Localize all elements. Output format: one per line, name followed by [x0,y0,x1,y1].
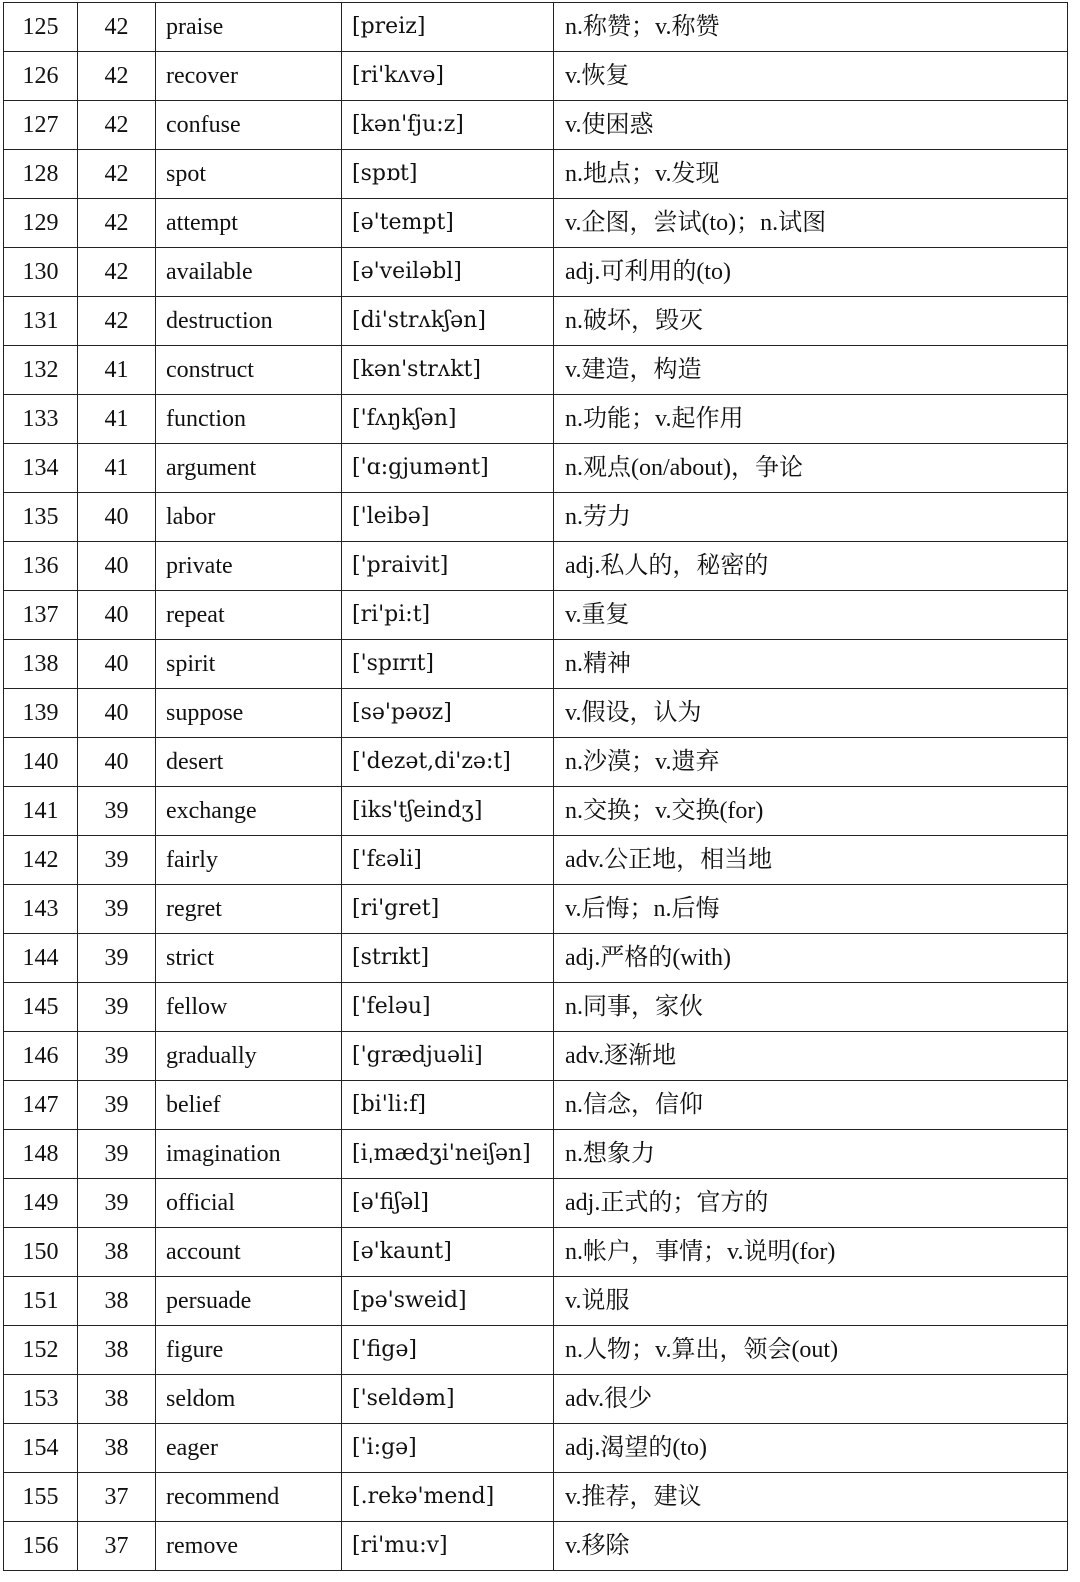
table-row [4,1130,1068,1179]
meaning-cell: n.同事，家伙 [554,983,1068,1032]
frequency-cell: 39 [78,836,156,885]
pronunciation-cell: [.rekə'mend] [342,1473,554,1522]
frequency-cell: 40 [78,591,156,640]
word-cell: confuse [156,101,342,150]
rank-cell: 153 [4,1375,78,1424]
pronunciation-cell: ['feləu] [342,983,554,1032]
meaning-cell: adj.严格的(with) [554,934,1068,983]
word-cell: attempt [156,199,342,248]
meaning-cell: n.称赞；v.称赞 [554,3,1068,52]
pronunciation-cell: [sə'pəʊz] [342,689,554,738]
table-row [4,591,1068,640]
frequency-cell: 38 [78,1326,156,1375]
rank-cell: 131 [4,297,78,346]
table-row [4,493,1068,542]
meaning-cell: v.说服 [554,1277,1068,1326]
table-row [4,836,1068,885]
rank-cell: 142 [4,836,78,885]
pronunciation-cell: [di'strʌkʃən] [342,297,554,346]
rank-cell: 135 [4,493,78,542]
meaning-cell: n.帐户，事情；v.说明(for) [554,1228,1068,1277]
pronunciation-cell: [pə'sweid] [342,1277,554,1326]
frequency-cell: 41 [78,346,156,395]
rank-cell: 144 [4,934,78,983]
pronunciation-cell: ['dezət,di'zə:t] [342,738,554,787]
meaning-cell: n.精神 [554,640,1068,689]
vocabulary-table-body [4,3,1068,1571]
meaning-cell: n.信念，信仰 [554,1081,1068,1130]
frequency-cell: 39 [78,1032,156,1081]
table-row [4,1277,1068,1326]
meaning-cell: v.假设，认为 [554,689,1068,738]
meaning-cell: adv.逐渐地 [554,1032,1068,1081]
pronunciation-cell: [bi'li:f] [342,1081,554,1130]
word-cell: spot [156,150,342,199]
frequency-cell: 40 [78,738,156,787]
table-row [4,1522,1068,1571]
table-row [4,640,1068,689]
word-cell: official [156,1179,342,1228]
pronunciation-cell: ['fʌŋkʃən] [342,395,554,444]
table-row [4,738,1068,787]
word-cell: recommend [156,1473,342,1522]
frequency-cell: 39 [78,934,156,983]
meaning-cell: v.建造，构造 [554,346,1068,395]
meaning-cell: v.推荐，建议 [554,1473,1068,1522]
rank-cell: 149 [4,1179,78,1228]
rank-cell: 141 [4,787,78,836]
word-cell: gradually [156,1032,342,1081]
frequency-cell: 39 [78,787,156,836]
rank-cell: 152 [4,1326,78,1375]
word-cell: private [156,542,342,591]
word-cell: regret [156,885,342,934]
word-cell: praise [156,3,342,52]
frequency-cell: 40 [78,640,156,689]
rank-cell: 132 [4,346,78,395]
table-row [4,297,1068,346]
table-row [4,346,1068,395]
word-cell: seldom [156,1375,342,1424]
frequency-cell: 41 [78,395,156,444]
meaning-cell: n.交换；v.交换(for) [554,787,1068,836]
frequency-cell: 39 [78,1130,156,1179]
pronunciation-cell: [ri'gret] [342,885,554,934]
table-row [4,3,1068,52]
word-cell: fairly [156,836,342,885]
rank-cell: 146 [4,1032,78,1081]
rank-cell: 154 [4,1424,78,1473]
frequency-cell: 42 [78,150,156,199]
rank-cell: 147 [4,1081,78,1130]
meaning-cell: v.企图，尝试(to)；n.试图 [554,199,1068,248]
word-cell: strict [156,934,342,983]
frequency-cell: 39 [78,983,156,1032]
meaning-cell: adj.可利用的(to) [554,248,1068,297]
pronunciation-cell: [iˌmædʒi'neiʃən] [342,1130,554,1179]
frequency-cell: 42 [78,248,156,297]
rank-cell: 126 [4,52,78,101]
rank-cell: 140 [4,738,78,787]
meaning-cell: n.破坏，毁灭 [554,297,1068,346]
word-cell: suppose [156,689,342,738]
pronunciation-cell: [ə'tempt] [342,199,554,248]
table-row [4,395,1068,444]
frequency-cell: 42 [78,3,156,52]
pronunciation-cell: [ri'mu:v] [342,1522,554,1571]
meaning-cell: adv.公正地，相当地 [554,836,1068,885]
meaning-cell: v.重复 [554,591,1068,640]
frequency-cell: 38 [78,1424,156,1473]
word-cell: argument [156,444,342,493]
table-row [4,1228,1068,1277]
word-cell: imagination [156,1130,342,1179]
word-cell: remove [156,1522,342,1571]
pronunciation-cell: [ri'kʌvə] [342,52,554,101]
pronunciation-cell: [spɒt] [342,150,554,199]
frequency-cell: 37 [78,1473,156,1522]
meaning-cell: v.恢复 [554,52,1068,101]
frequency-cell: 40 [78,542,156,591]
meaning-cell: n.沙漠；v.遗弃 [554,738,1068,787]
pronunciation-cell: ['ɑ:gjumənt] [342,444,554,493]
table-row [4,444,1068,493]
table-row [4,934,1068,983]
frequency-cell: 42 [78,52,156,101]
pronunciation-cell: ['i:gə] [342,1424,554,1473]
table-row [4,101,1068,150]
rank-cell: 150 [4,1228,78,1277]
meaning-cell: n.想象力 [554,1130,1068,1179]
frequency-cell: 37 [78,1522,156,1571]
table-row [4,983,1068,1032]
rank-cell: 151 [4,1277,78,1326]
rank-cell: 138 [4,640,78,689]
pronunciation-cell: [kən'fju:z] [342,101,554,150]
rank-cell: 143 [4,885,78,934]
word-cell: desert [156,738,342,787]
table-row [4,1032,1068,1081]
word-cell: recover [156,52,342,101]
table-row [4,885,1068,934]
rank-cell: 128 [4,150,78,199]
frequency-cell: 38 [78,1228,156,1277]
pronunciation-cell: ['grædjuəli] [342,1032,554,1081]
vocabulary-table [3,2,1068,1571]
rank-cell: 137 [4,591,78,640]
rank-cell: 134 [4,444,78,493]
meaning-cell: adj.私人的，秘密的 [554,542,1068,591]
table-row [4,248,1068,297]
pronunciation-cell: ['leibə] [342,493,554,542]
table-row [4,1424,1068,1473]
rank-cell: 139 [4,689,78,738]
frequency-cell: 38 [78,1277,156,1326]
frequency-cell: 38 [78,1375,156,1424]
pronunciation-cell: [ri'pi:t] [342,591,554,640]
table-row [4,542,1068,591]
frequency-cell: 39 [78,1179,156,1228]
rank-cell: 148 [4,1130,78,1179]
rank-cell: 155 [4,1473,78,1522]
pronunciation-cell: [preiz] [342,3,554,52]
word-cell: figure [156,1326,342,1375]
frequency-cell: 40 [78,689,156,738]
meaning-cell: n.地点；v.发现 [554,150,1068,199]
rank-cell: 130 [4,248,78,297]
word-cell: account [156,1228,342,1277]
meaning-cell: v.后悔；n.后悔 [554,885,1068,934]
word-cell: labor [156,493,342,542]
meaning-cell: n.劳力 [554,493,1068,542]
frequency-cell: 42 [78,199,156,248]
word-cell: available [156,248,342,297]
frequency-cell: 40 [78,493,156,542]
table-row [4,1375,1068,1424]
meaning-cell: adv.很少 [554,1375,1068,1424]
pronunciation-cell: [iks'tʃeindʒ] [342,787,554,836]
table-row [4,52,1068,101]
pronunciation-cell: [kən'strʌkt] [342,346,554,395]
frequency-cell: 42 [78,101,156,150]
frequency-cell: 39 [78,885,156,934]
meaning-cell: adj.渴望的(to) [554,1424,1068,1473]
frequency-cell: 39 [78,1081,156,1130]
word-cell: fellow [156,983,342,1032]
frequency-cell: 42 [78,297,156,346]
rank-cell: 133 [4,395,78,444]
pronunciation-cell: ['fɛəli] [342,836,554,885]
meaning-cell: n.功能；v.起作用 [554,395,1068,444]
word-cell: repeat [156,591,342,640]
word-cell: belief [156,1081,342,1130]
table-row [4,150,1068,199]
word-cell: construct [156,346,342,395]
word-cell: exchange [156,787,342,836]
rank-cell: 125 [4,3,78,52]
pronunciation-cell: ['seldəm] [342,1375,554,1424]
frequency-cell: 41 [78,444,156,493]
word-cell: eager [156,1424,342,1473]
table-row [4,199,1068,248]
rank-cell: 156 [4,1522,78,1571]
word-cell: persuade [156,1277,342,1326]
pronunciation-cell: ['figə] [342,1326,554,1375]
meaning-cell: v.移除 [554,1522,1068,1571]
meaning-cell: n.人物；v.算出，领会(out) [554,1326,1068,1375]
table-row [4,1081,1068,1130]
word-cell: destruction [156,297,342,346]
rank-cell: 136 [4,542,78,591]
pronunciation-cell: ['praivit] [342,542,554,591]
meaning-cell: v.使困惑 [554,101,1068,150]
rank-cell: 127 [4,101,78,150]
pronunciation-cell: [ə'fiʃəl] [342,1179,554,1228]
rank-cell: 129 [4,199,78,248]
word-cell: spirit [156,640,342,689]
pronunciation-cell: [ə'veiləbl] [342,248,554,297]
word-cell: function [156,395,342,444]
table-row [4,787,1068,836]
table-row [4,1473,1068,1522]
pronunciation-cell: ['spɪrɪt] [342,640,554,689]
table-row [4,689,1068,738]
rank-cell: 145 [4,983,78,1032]
meaning-cell: adj.正式的；官方的 [554,1179,1068,1228]
pronunciation-cell: [ə'kaunt] [342,1228,554,1277]
pronunciation-cell: [strɪkt] [342,934,554,983]
meaning-cell: n.观点(on/about)，争论 [554,444,1068,493]
table-row [4,1179,1068,1228]
table-row [4,1326,1068,1375]
